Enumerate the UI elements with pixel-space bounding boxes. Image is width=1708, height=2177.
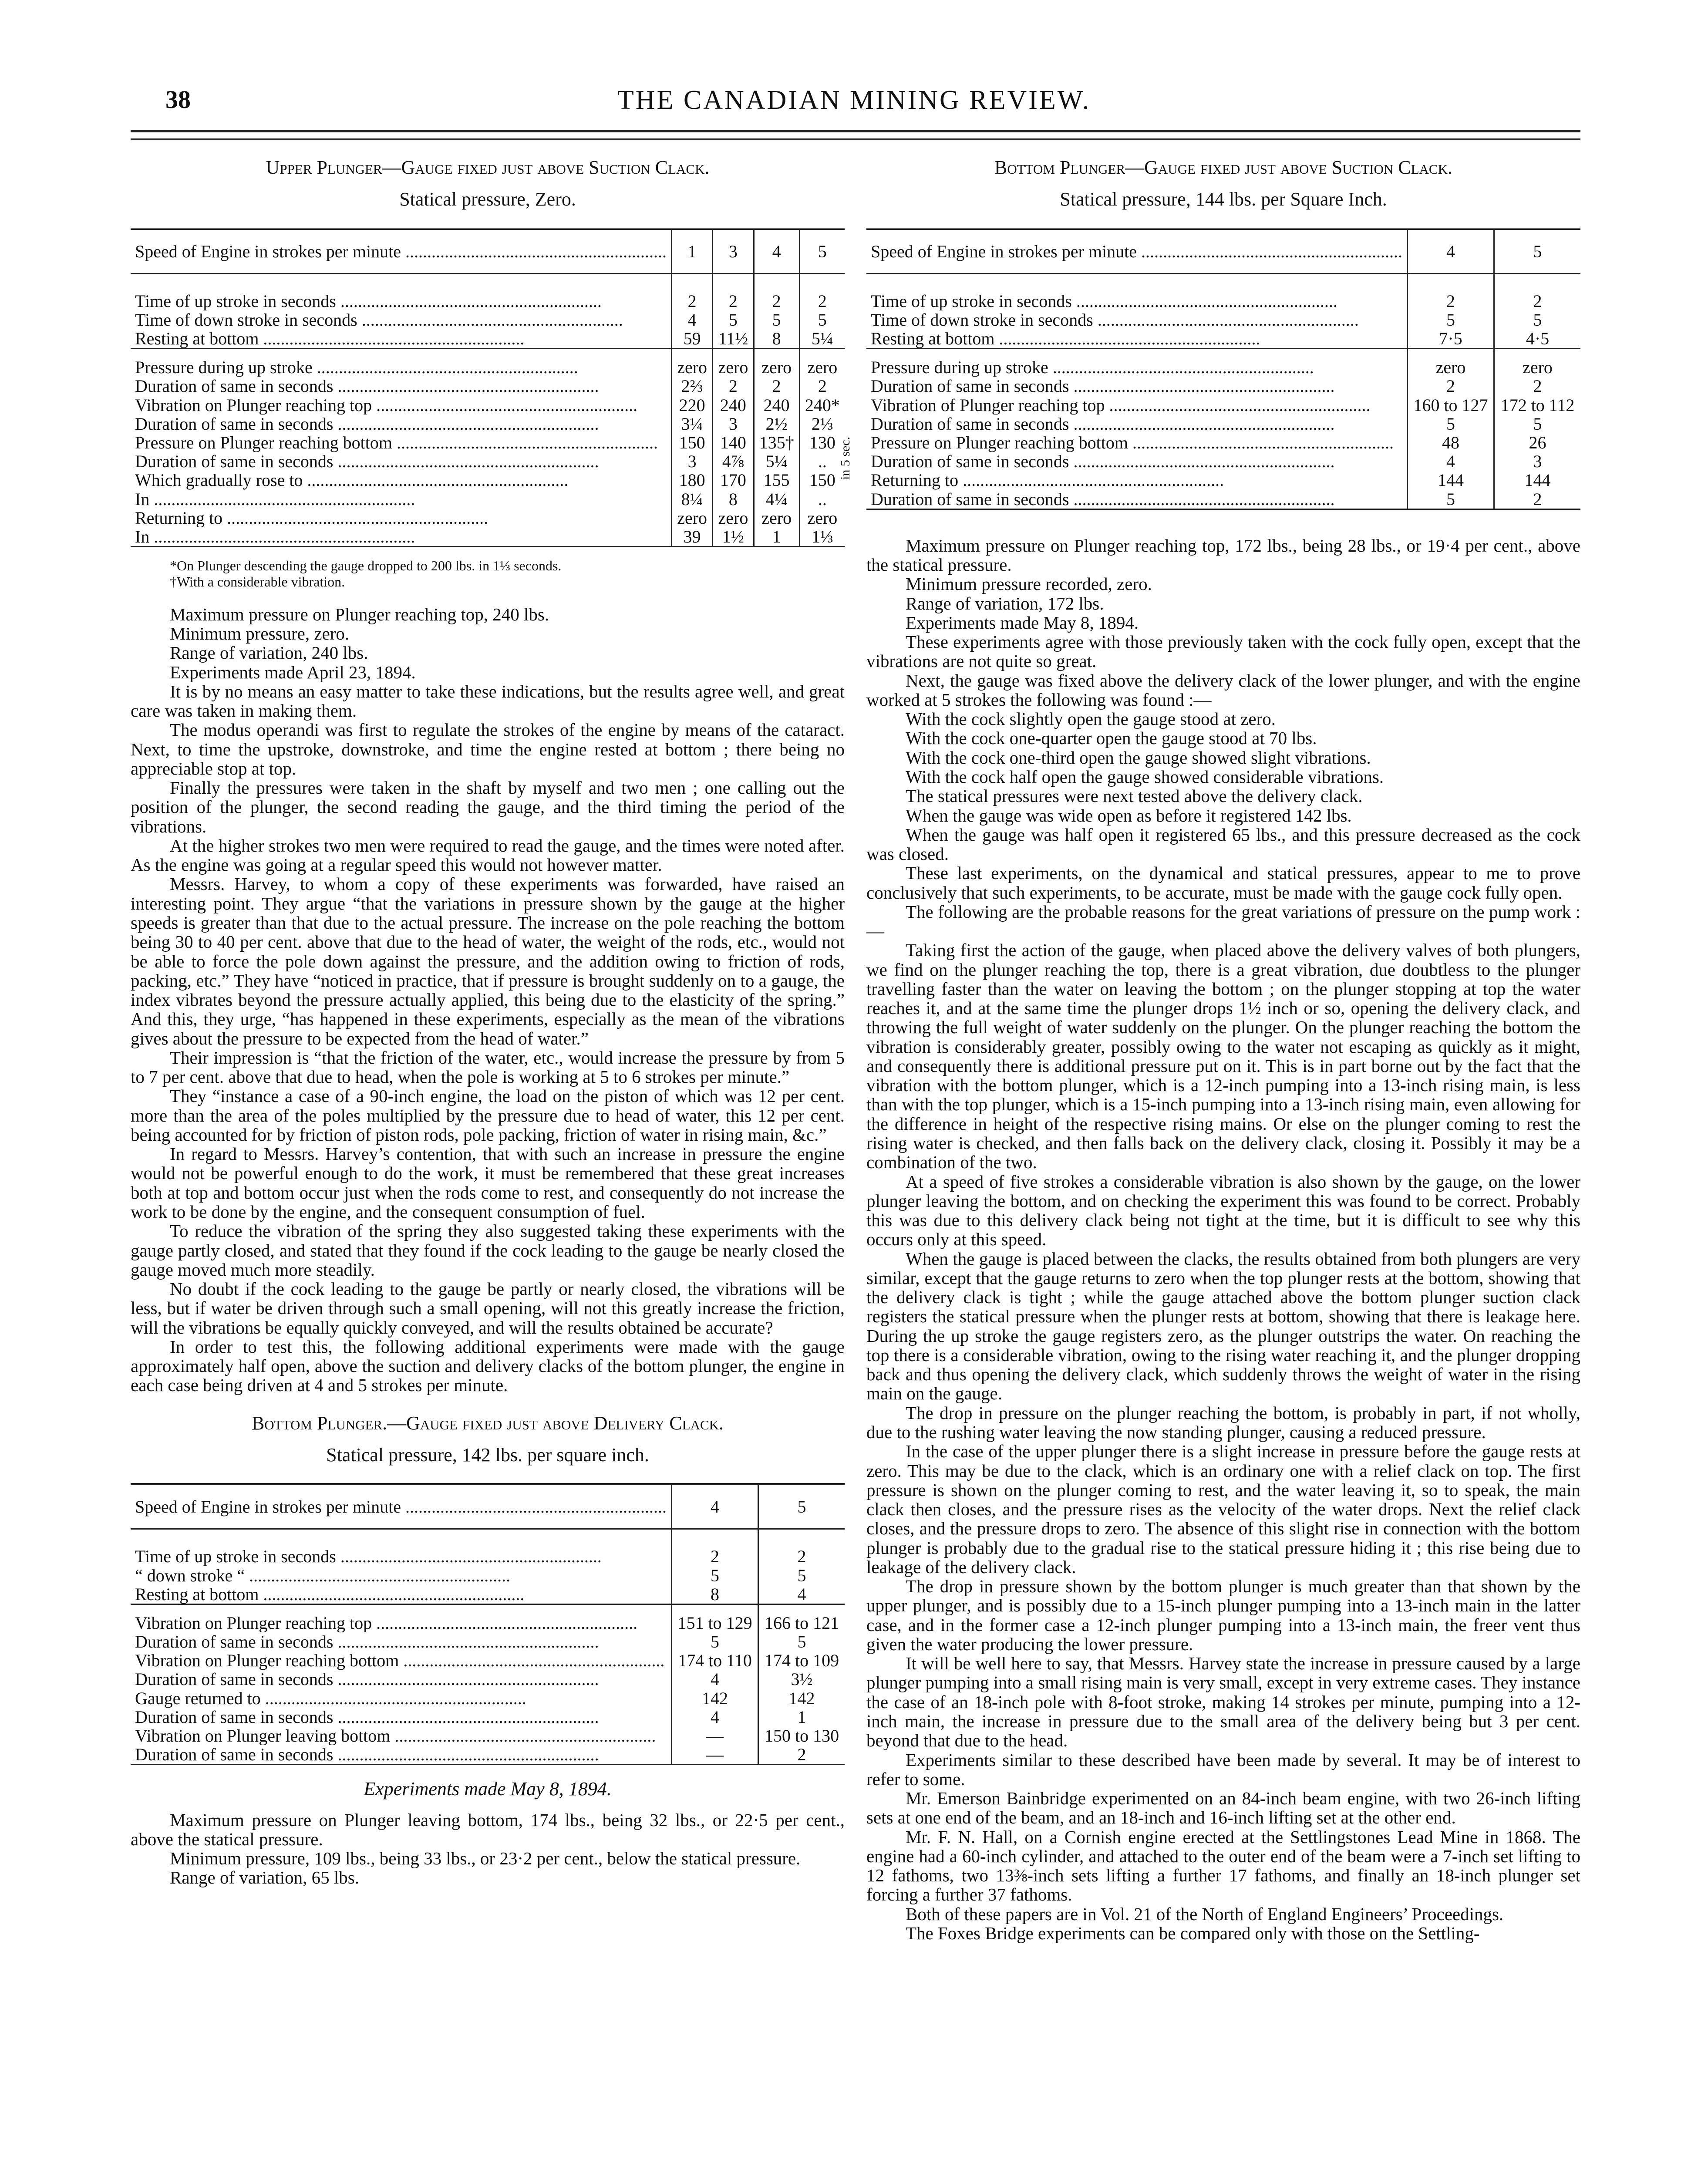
cell: 5 xyxy=(1407,490,1494,509)
table-row xyxy=(866,396,1580,415)
row-label: Pressure during up stroke ............................................................ xyxy=(871,358,1314,377)
cell: 59 xyxy=(671,329,712,349)
table-row xyxy=(131,377,845,395)
cell: 5 xyxy=(1494,415,1580,433)
table-row xyxy=(866,471,1580,489)
paragraph: At a speed of five strokes a considerable vibration is also shown by the gauge, on the lower plunger leaving the bottom, and on checking the experiment this was found to be correct. Probably this was due to this delivery clack being not tight at the time, but it is difficult to see why this occurs only at this speed. xyxy=(866,1171,1580,1250)
cell: zero xyxy=(713,509,754,527)
paragraph: To reduce the vibration of the spring they also suggested taking these experiments with the gauge partly closed, and stated that they found if the cock leading to the gauge be nearly closed the gauge moved much more steadily. xyxy=(131,1221,845,1280)
paragraph: Maximum pressure on Plunger reaching top, 240 lbs. xyxy=(170,604,549,624)
cell: 2 xyxy=(799,292,845,310)
paragraph: The drop in pressure shown by the bottom plunger is much greater than that shown by the upper plunger, and is possibly due to a 15-inch plunger pumping into a 13-inch main in the latter case, and in the former case a 12-inch plunger pumping into a 13-inch main, the freer vent thus given the water producing the lower pressure. xyxy=(866,1576,1580,1654)
cell: 5 xyxy=(1407,310,1494,329)
row-label: Duration of same in seconds ............................................................ xyxy=(871,414,1335,434)
cell xyxy=(671,273,712,292)
paragraph: With the cock one-third open the gauge showed slight vibrations. xyxy=(906,747,1371,768)
spacer-row xyxy=(131,273,845,292)
header-rule xyxy=(131,130,1580,132)
cell xyxy=(713,273,754,292)
row-label: Resting at bottom ............................................................ xyxy=(871,329,1260,349)
cell: zero xyxy=(1407,358,1494,377)
table-row xyxy=(131,358,845,377)
cell xyxy=(1407,349,1494,358)
table-row xyxy=(866,310,1580,329)
cell: 5¼ xyxy=(799,329,845,349)
separator-row xyxy=(131,349,845,358)
row-label: Duration of same in seconds ............................................................ xyxy=(131,1745,671,1765)
cell: 5 xyxy=(758,1566,845,1585)
cell: 240* xyxy=(799,396,845,415)
table-row xyxy=(866,358,1580,377)
cell: 140 xyxy=(713,433,754,452)
row-label: Time of down stroke in seconds ............................................................ xyxy=(871,310,1359,330)
cell: 174 to 110 xyxy=(671,1651,758,1670)
right-text xyxy=(866,536,1580,1943)
cell: 174 to 109 xyxy=(758,1651,845,1670)
cell: .. xyxy=(799,490,845,509)
cell: 2 xyxy=(713,292,754,310)
cell: 2 xyxy=(1494,490,1580,509)
paragraph: When the gauge was half open it registered 65 lbs., and this pressure decreased as the cock was closed. xyxy=(866,824,1580,864)
cell: zero xyxy=(713,358,754,377)
header-row xyxy=(131,1484,845,1529)
cell: 2⅔ xyxy=(671,377,712,395)
cell: 5 xyxy=(671,1566,758,1585)
row-label: In ............................................................ xyxy=(131,527,671,547)
row-label: Duration of same in seconds ............................................................ xyxy=(135,1707,599,1727)
cell: 150 to 130 xyxy=(758,1726,845,1745)
paragraph: With the cock half open the gauge showed considerable vibrations. xyxy=(906,766,1384,787)
row-label: Vibration on Plunger reaching top ............................................................ xyxy=(135,1613,638,1633)
cell: zero xyxy=(754,509,799,527)
row-label xyxy=(131,349,671,358)
cell: 135† xyxy=(754,433,799,452)
row-label: Duration of same in seconds ............................................................ xyxy=(871,452,1335,471)
cell: 5 xyxy=(1494,310,1580,329)
paragraph: Both of these papers are in Vol. 21 of the North of England Engineers’ Proceedings. xyxy=(906,1904,1504,1924)
cell: zero xyxy=(671,358,712,377)
paragraph: In order to test this, the following additional experiments were made with the gauge approximately half open, above the suction and delivery clacks of the bottom plunger, the engine in each case being driven at 4 and 5 strokes per minute. xyxy=(131,1336,845,1395)
cell: 3 xyxy=(1494,452,1580,471)
paragraph: Next, the gauge was fixed above the delivery clack of the lower plunger, and with the engine worked at 5 strokes the following was found :— xyxy=(866,670,1580,710)
cell: 8 xyxy=(713,490,754,509)
cell: 8 xyxy=(754,329,799,349)
spacer-row xyxy=(866,273,1580,292)
paragraph: The Foxes Bridge experiments can be compared only with those on the Settling- xyxy=(906,1923,1480,1943)
paragraph: Minimum pressure recorded, zero. xyxy=(906,574,1152,594)
table-row xyxy=(131,490,845,509)
cell: 4 xyxy=(671,1708,758,1726)
cell: 1⅓ xyxy=(799,527,845,547)
cell: 8¼ xyxy=(671,490,712,509)
row-label xyxy=(866,349,1407,358)
cell xyxy=(671,1529,758,1547)
cell: 3 xyxy=(671,452,712,471)
cell: 3¼ xyxy=(671,415,712,433)
table-row xyxy=(131,1670,845,1688)
row-label: Time of up stroke in seconds ............................................................ xyxy=(135,1547,602,1566)
brace-note: in 5 sec. xyxy=(838,436,852,480)
table3-subtitle: Statical pressure, 142 lbs. per square inch. xyxy=(326,1444,649,1466)
cell: 170 xyxy=(713,471,754,489)
cell: .. xyxy=(799,452,845,471)
cell: 5 xyxy=(713,310,754,329)
cell: 11½ xyxy=(713,329,754,349)
header-row xyxy=(131,229,845,273)
table-row xyxy=(131,1726,845,1745)
table-row xyxy=(131,310,845,329)
table1 xyxy=(131,228,852,548)
row-label: Vibration of Plunger reaching top ............................................................ xyxy=(871,395,1371,415)
table-row xyxy=(131,1651,845,1670)
paragraph: Range of variation, 240 lbs. xyxy=(170,643,368,663)
cell: 48 xyxy=(1407,433,1494,452)
paragraph: Experiments made May 8, 1894. xyxy=(906,612,1139,633)
cell: 2 xyxy=(754,377,799,395)
table2-caption: Bottom Plunger—Gauge fixed just above Suction Clack. xyxy=(994,157,1453,178)
table3-caption: Bottom Plunger.—Gauge fixed just above Delivery Clack. xyxy=(251,1412,724,1434)
cell xyxy=(1407,273,1494,292)
paragraph: Mr. Emerson Bainbridge experimented on an 84-inch beam engine, with two 26-inch lifting sets at one end of the beam, and an 18-inch and 16-inch lifting set at the other end. xyxy=(866,1788,1580,1828)
table-row xyxy=(131,433,845,452)
cell xyxy=(671,349,712,358)
cell: 150 xyxy=(671,433,712,452)
table-row xyxy=(131,1708,845,1726)
cell: 1 xyxy=(754,527,799,547)
paragraph: The drop in pressure on the plunger reaching the bottom, is probably in part, if not wholly, due to the rushing water leaving the now standing plunger, causing a reduced pressure. xyxy=(866,1402,1580,1442)
row-label: Duration of same in seconds ............................................................ xyxy=(135,1632,599,1651)
cell: 142 xyxy=(758,1689,845,1708)
row-label: Duration of same in seconds ............................................................ xyxy=(135,1670,599,1689)
table-row xyxy=(131,1745,845,1765)
table-row xyxy=(131,1632,845,1651)
cell: 2 xyxy=(799,377,845,395)
paragraph: They “instance a case of a 90-inch engine, the load on the piston of which was 12 per cent. more than the area of the poles multiplied by the pressure due to head of water, this 12 per cent. being accounted for by friction of piston rods, pole packing, friction of water in rising main, &c.” xyxy=(131,1086,845,1145)
table1-subtitle: Statical pressure, Zero. xyxy=(399,189,576,210)
paragraph: It is by no means an easy matter to take these indications, but the results agree well, and great care was taken in making them. xyxy=(131,681,845,721)
header-row xyxy=(866,229,1580,273)
paragraph: These experiments agree with those previously taken with the cock fully open, except that the vibrations are not quite so great. xyxy=(866,632,1580,671)
paragraph: No doubt if the cock leading to the gauge be partly or nearly closed, the vibrations will be less, but if water be driven through such a small opening, will not this greatly increase the friction, will the vibrations be equally quickly conveyed, and will the results obtained be accurate? xyxy=(131,1279,845,1338)
cell: 4 xyxy=(671,1670,758,1688)
cell: 2 xyxy=(713,377,754,395)
row-label: Resting at bottom ............................................................ xyxy=(135,329,525,349)
table3 xyxy=(131,1483,845,1765)
cell xyxy=(1494,349,1580,358)
cell: 142 xyxy=(671,1689,758,1708)
paragraph: The statical pressures were next tested above the delivery clack. xyxy=(906,786,1363,806)
paragraph: Mr. F. N. Hall, on a Cornish engine erected at the Settlingstones Lead Mine in 1868. The engine had a 60-inch cylinder, and attached to the outer end of the beam were a 7-inch set lifting to 12 fathoms, two 13⅜-inch sets lifting a further 17 fathoms, and finally an 18-inch plunger set forcing a further 37 fathoms. xyxy=(866,1827,1580,1905)
row-label xyxy=(131,1529,671,1547)
table-row xyxy=(131,527,845,547)
table-row xyxy=(131,1585,845,1604)
table-row xyxy=(866,329,1580,349)
paragraph: Experiments made April 23, 1894. xyxy=(170,662,416,682)
cell: 4 xyxy=(671,1484,758,1529)
paragraph: In regard to Messrs. Harvey’s contention, that with such an increase in pressure the engine would not be powerful enough to do the work, it must be remembered that these great increases both at top and bottom occur just when the rods come to rest, and consequently do not increase the work to be done by the engine, and the consequent consumption of fuel. xyxy=(131,1144,845,1222)
cell: 220 xyxy=(671,396,712,415)
cell: 5 xyxy=(1407,415,1494,433)
row-label: Speed of Engine in strokes per minute ............................................................ xyxy=(866,229,1407,273)
cell: 4¼ xyxy=(754,490,799,509)
cell: 8 xyxy=(671,1585,758,1604)
cell: 39 xyxy=(671,527,712,547)
cell: 2 xyxy=(758,1745,845,1765)
cell xyxy=(758,1529,845,1547)
row-label: Pressure on Plunger reaching bottom ............................................................ xyxy=(871,433,1394,452)
cell: 2 xyxy=(758,1547,845,1566)
cell: 3 xyxy=(713,229,754,273)
table-row xyxy=(131,1689,845,1708)
page-title: THE CANADIAN MINING REVIEW. xyxy=(617,85,1091,115)
table-row xyxy=(131,415,845,433)
cell: 2⅓ in 5 sec. xyxy=(799,415,845,433)
cell: 240 xyxy=(713,396,754,415)
cell: 1½ xyxy=(713,527,754,547)
cell: 1 xyxy=(758,1708,845,1726)
paragraph: With the cock one-quarter open the gauge stood at 70 lbs. xyxy=(906,728,1317,748)
paragraph: Minimum pressure, zero. xyxy=(170,623,350,644)
cell: 180 xyxy=(671,471,712,489)
paragraph: When the gauge was wide open as before it registered 142 lbs. xyxy=(906,805,1352,826)
table2-subtitle: Statical pressure, 144 lbs. per Square Inch. xyxy=(1060,189,1387,210)
table2-body xyxy=(866,229,1580,509)
table1-footnote: *On Plunger descending the gauge dropped to 200 lbs. in 1⅓ seconds. xyxy=(170,558,562,574)
table-row xyxy=(866,452,1580,471)
row-label: Which gradually rose to ............................................................ xyxy=(135,471,569,490)
cell: 5 xyxy=(1494,229,1580,273)
cell: zero xyxy=(799,509,845,527)
table-row xyxy=(866,433,1580,452)
row-label: Time of down stroke in seconds ............................................................ xyxy=(135,310,623,330)
paragraph: With the cock slightly open the gauge stood at zero. xyxy=(906,709,1276,729)
table1-caption: Upper Plunger—Gauge fixed just above Suction Clack. xyxy=(266,157,710,178)
paragraph: Taking first the action of the gauge, when placed above the delivery valves of both plungers, we find on the plunger reaching the top, there is a great vibration, due doubtless to the plunger travelling faster than the water on leaving the bottom ; on the plunger stopping at top the water reaches it, and at the same time the plunger drops 1½ inch or so, opening the delivery clack, and throwing the full weight of water suddenly on the plunger. On the plunger reaching the bottom the vibration is considerably greater, possibly owing to the water not escaping as quickly as it might, and consequently there is additional pressure put on it. This is in part borne out by the fact that the vibration with the bottom plunger, which is a 12-inch pumping into a 13-inch rising main, is less than with the top plunger, which is a 15-inch pumping into a 13-inch rising main, even allowing for the difference in height of the respective rising mains. Or else on the plunger coming to rest the rising water is checked, and then falls back on the delivery clack, closing it. Possibly it may be a combination of the two. xyxy=(866,940,1580,1173)
table-row xyxy=(866,377,1580,395)
cell: 4⅞ xyxy=(713,452,754,471)
cell: 5 xyxy=(758,1632,845,1651)
row-label: Pressure on Plunger reaching bottom ............................................................ xyxy=(135,433,658,452)
cell: 4 xyxy=(1407,452,1494,471)
row-label: Vibration on Plunger leaving bottom ............................................................ xyxy=(135,1726,656,1746)
table-row xyxy=(131,292,845,310)
page-number: 38 xyxy=(165,85,191,114)
separator-row xyxy=(866,349,1580,358)
cell: 5 xyxy=(799,310,845,329)
paragraph: These last experiments, on the dynamical and statical pressures, appear to me to prove conclusively that such experiments, to be accurate, must be made with the gauge cock fully open. xyxy=(866,863,1580,903)
cell: — xyxy=(671,1726,758,1745)
table-row xyxy=(131,452,845,471)
cell: 7·5 xyxy=(1407,329,1494,349)
paragraph: Maximum pressure on Plunger leaving bottom, 174 lbs., being 32 lbs., or 22·5 per cent., above the statical pressure. xyxy=(131,1810,845,1849)
paragraph: The following are the probable reasons for the great variations of pressure on the pump work :— xyxy=(866,901,1580,941)
cell: 5 xyxy=(758,1484,845,1529)
cell: zero xyxy=(754,358,799,377)
paragraph: Their impression is “that the friction of the water, etc., would increase the pressure by from 5 to 7 per cent. above that due to head, when the pole is working at 5 to 6 strokes per minute.” xyxy=(131,1047,845,1087)
row-label: Duration of same in seconds ............................................................ xyxy=(866,490,1407,509)
cell: 2 xyxy=(754,292,799,310)
paragraph: Range of variation, 172 lbs. xyxy=(906,593,1104,613)
paragraph: Range of variation, 65 lbs. xyxy=(170,1867,359,1888)
paragraph: Maximum pressure on Plunger reaching top, 172 lbs., being 28 lbs., or 19·4 per cent., above the statical pressure. xyxy=(866,535,1580,575)
table-row xyxy=(131,1547,845,1566)
cell xyxy=(671,1604,758,1614)
cell: 5 xyxy=(671,1632,758,1651)
cell xyxy=(754,273,799,292)
cell xyxy=(1494,273,1580,292)
row-label: Duration of same in seconds ............................................................ xyxy=(871,377,1335,396)
cell: 2 xyxy=(1494,377,1580,395)
separator-row xyxy=(131,1604,845,1614)
cell xyxy=(799,349,845,358)
row-label xyxy=(131,1604,671,1614)
cell: 5 xyxy=(799,229,845,273)
cell: 5¼ xyxy=(754,452,799,471)
cell: — xyxy=(671,1745,758,1765)
cell: 166 to 121 xyxy=(758,1614,845,1632)
cell: 3 xyxy=(713,415,754,433)
paragraph: When the gauge is placed between the clacks, the results obtained from both plungers are very similar, except that the gauge returns to zero when the top plunger rests at the bottom, showing that the delivery clack is tight ; while the gauge attached above the bottom plunger suction clack registers the statical pressure when the plunger rests at bottom, showing that there is leakage here. During the up stroke the gauge registers zero, as the plunger outstrips the water. On reaching the top there is a considerable vibration, owing to the rising water reaching it, and the plunger dropping back and thus opening the delivery clack, which suddenly throws the weight of water in the rising main on the gauge. xyxy=(866,1248,1580,1404)
paragraph: The modus operandi was first to regulate the strokes of the engine by means of the cataract. Next, to time the upstroke, downstroke, and time the engine rested at bottom ; there being no appreciable stop at top. xyxy=(131,720,845,778)
cell: 130 xyxy=(799,433,845,452)
cell: 150 xyxy=(799,471,845,489)
row-label: Returning to ............................................................ xyxy=(135,508,488,527)
row-label: “ down stroke “ ............................................................ xyxy=(135,1566,511,1585)
cell xyxy=(754,349,799,358)
paragraph: Minimum pressure, 109 lbs., being 33 lbs., or 23·2 per cent., below the statical pressure. xyxy=(170,1848,801,1869)
row-label: Speed of Engine in strokes per minute ............................................................ xyxy=(131,229,671,273)
cell: 2 xyxy=(1407,377,1494,395)
table-row xyxy=(131,1614,845,1632)
row-label: Speed of Engine in strokes per minute ............................................................ xyxy=(131,1484,671,1529)
cell: 4·5 xyxy=(1494,329,1580,349)
table-row xyxy=(866,292,1580,310)
left-text xyxy=(131,605,845,1395)
cell: 2 xyxy=(671,292,712,310)
table-row xyxy=(866,415,1580,433)
cell: zero xyxy=(1494,358,1580,377)
cell: 144 xyxy=(1494,471,1580,489)
table-row xyxy=(131,329,845,349)
cell: 240 xyxy=(754,396,799,415)
table-row xyxy=(131,509,845,527)
paragraph: At the higher strokes two men were required to read the gauge, and the times were noted after. As the engine was going at a regular speed this would not however matter. xyxy=(131,835,845,875)
table-row xyxy=(131,471,845,489)
cell: zero xyxy=(671,509,712,527)
table2 xyxy=(866,228,1580,510)
cell xyxy=(758,1604,845,1614)
row-label xyxy=(131,273,671,292)
row-label: Vibration on Plunger reaching bottom ............................................................ xyxy=(135,1651,665,1670)
cell: 144 xyxy=(1407,471,1494,489)
row-label: Returning to ............................................................ xyxy=(871,471,1224,490)
right-column xyxy=(866,157,1580,1943)
cell: 2½ xyxy=(754,415,799,433)
row-label xyxy=(866,273,1407,292)
cell: 160 to 127 xyxy=(1407,396,1494,415)
paragraph: It will be well here to say, that Messrs. Harvey state the increase in pressure caused by a large plunger pumping into a small rising main is very small, except in very extreme cases. They instance the case of an 18-inch pole with 8-foot stroke, making 14 strokes per minute, pumping into a 12-inch main, the increase in pressure due to the small area of the delivery being but 3 per cent. beyond that due to the head. xyxy=(866,1653,1580,1751)
cell xyxy=(799,273,845,292)
cell: 172 to 112 xyxy=(1494,396,1580,415)
row-label: Time of up stroke in seconds ............................................................ xyxy=(135,291,602,310)
row-label: In ............................................................ xyxy=(135,489,415,509)
paragraph: Experiments similar to these described have been made by several. It may be of interest to refer to some. xyxy=(866,1749,1580,1789)
cell xyxy=(713,349,754,358)
row-label: Duration of same in seconds ............................................................ xyxy=(135,414,599,434)
cell: 4 xyxy=(754,229,799,273)
cell: 2 xyxy=(671,1547,758,1566)
cell: 2 xyxy=(1407,292,1494,310)
cell: 5 xyxy=(754,310,799,329)
table3-date: Experiments made May 8, 1894. xyxy=(364,1778,612,1800)
table1-footnote: †With a considerable vibration. xyxy=(170,573,345,590)
header-rule-thin xyxy=(131,138,1580,140)
row-label: Duration of same in seconds ............................................................ xyxy=(135,377,599,396)
row-label: Duration of same in seconds ............................................................ xyxy=(135,452,599,471)
row-label: Time of up stroke in seconds ............................................................ xyxy=(871,291,1337,310)
row-label: Pressure during up stroke ............................................................ xyxy=(135,358,578,377)
row-label: Resting at bottom ............................................................ xyxy=(135,1584,525,1604)
left-column xyxy=(131,157,852,1888)
table3-body xyxy=(131,1484,845,1765)
cell: 4 xyxy=(758,1585,845,1604)
cell: 26 xyxy=(1494,433,1580,452)
paragraph: Messrs. Harvey, to whom a copy of these experiments was forwarded, have raised an interesting point. They argue “that the variations in pressure shown by the gauge at the higher speeds is greater than that due to the actual pressure. The increase on the pole reaching the bottom being 30 to 40 per cent. above that due to the head of water, the weight of the rods, etc., would not be able to force the pole down against the pressure, and the addition owing to friction of rods, packing, etc.” They have “noticed in practice, that if pressure is brought suddenly on to a gauge, the index vibrates beyond the pressure actually applied, this being due to the elasticity of the spring.” And this, they urge, “has happened in these experiments, especially as the mean of the vibrations gives about the pressure to be expected from the head of water.” xyxy=(131,874,845,1048)
cell: 1 xyxy=(671,229,712,273)
row-label: Gauge returned to ............................................................ xyxy=(135,1688,526,1708)
table-row xyxy=(131,1566,845,1585)
cell: 4 xyxy=(1407,229,1494,273)
cell: 3½ xyxy=(758,1670,845,1688)
table-row xyxy=(866,490,1580,509)
paragraph: Finally the pressures were taken in the shaft by myself and two men ; one calling out the position of the plunger, the second reading the gauge, and the third timing the period of the vibrations. xyxy=(131,778,845,836)
paragraph: In the case of the upper plunger there is a slight increase in pressure before the gauge rests at zero. This may be due to the clack, which is an ordinary one with a relief clack on top. The first pressure is shown on the plunger coming to rest, and the water leaving it, so to speak, the main clack then closes, and the pressure rises as the velocity of the water drops. Next the relief clack closes, and the pressure drops to zero. The absence of this slight rise in connection with the bottom plunger is probably due to the gradual rise to the statical pressure hiding it ; this rise being due to leakage of the delivery clack. xyxy=(866,1441,1580,1577)
cell: 155 xyxy=(754,471,799,489)
cell: 151 to 129 xyxy=(671,1614,758,1632)
spacer-row xyxy=(131,1529,845,1547)
cell: 4 xyxy=(671,310,712,329)
table-row xyxy=(131,396,845,415)
row-label: Vibration on Plunger reaching top ............................................................ xyxy=(135,395,638,415)
table1-body xyxy=(131,229,852,547)
cell: zero xyxy=(799,358,845,377)
cell: 2 xyxy=(1494,292,1580,310)
